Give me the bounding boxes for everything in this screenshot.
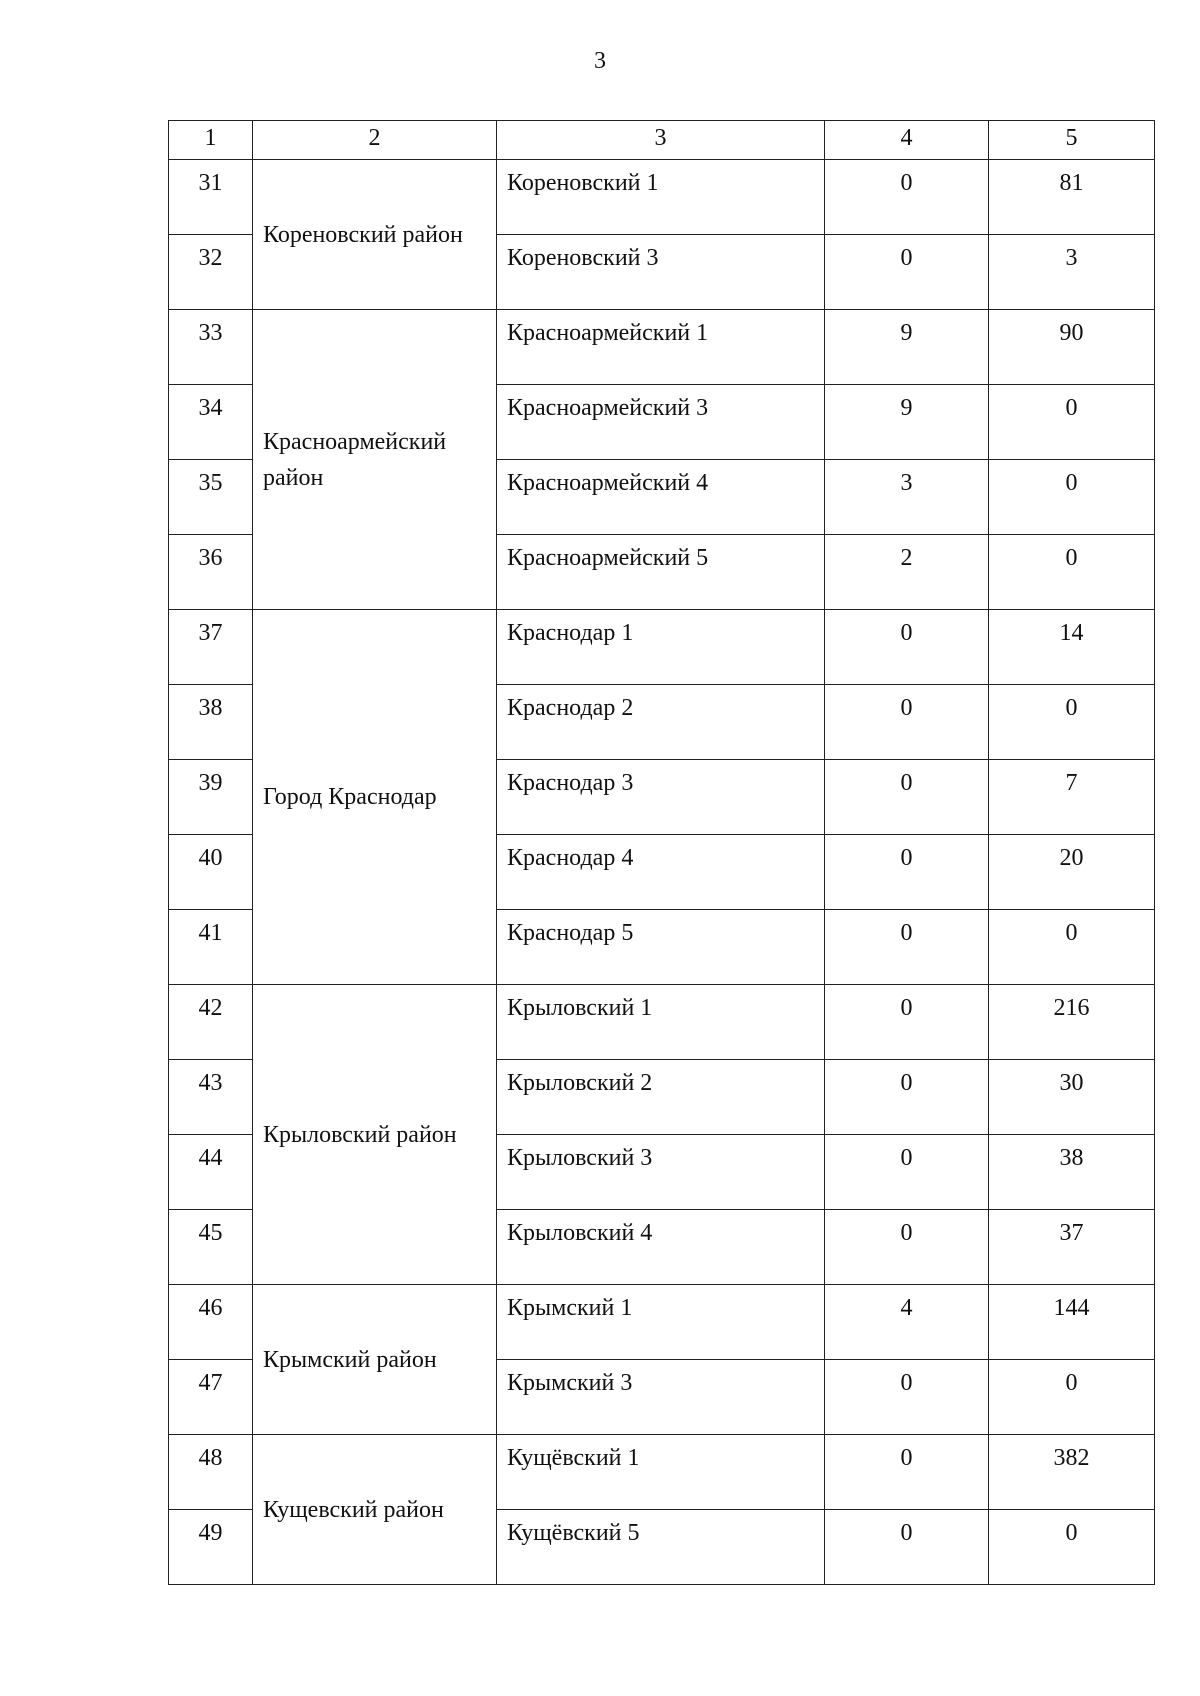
header-row	[169, 121, 1155, 160]
column-4-cell: 9	[825, 385, 989, 460]
row-number-cell: 41	[169, 910, 253, 985]
station-name-cell: Краснодар 5	[497, 910, 825, 985]
column-5-cell: 0	[989, 535, 1155, 610]
station-name-cell: Крыловский 2	[497, 1060, 825, 1135]
table-row	[169, 1285, 1155, 1360]
column-4-cell: 0	[825, 610, 989, 685]
station-name-cell: Крымский 1	[497, 1285, 825, 1360]
row-number-cell: 34	[169, 385, 253, 460]
column-4-cell: 2	[825, 535, 989, 610]
column-header-1: 1	[169, 121, 253, 160]
row-number-cell: 48	[169, 1435, 253, 1510]
district-cell: Кущевский район	[253, 1435, 497, 1585]
station-name-cell: Краснодар 3	[497, 760, 825, 835]
district-cell: Крымский район	[253, 1285, 497, 1435]
station-name-cell: Кореновский 1	[497, 160, 825, 235]
station-name-cell: Красноармейский 5	[497, 535, 825, 610]
column-4-cell: 0	[825, 1135, 989, 1210]
column-5-cell: 0	[989, 910, 1155, 985]
column-5-cell: 37	[989, 1210, 1155, 1285]
column-5-cell: 81	[989, 160, 1155, 235]
column-4-cell: 4	[825, 1285, 989, 1360]
column-5-cell: 7	[989, 760, 1155, 835]
column-5-cell: 3	[989, 235, 1155, 310]
table-row	[169, 610, 1155, 685]
column-4-cell: 0	[825, 1360, 989, 1435]
column-header-3: 3	[497, 121, 825, 160]
row-number-cell: 32	[169, 235, 253, 310]
column-4-cell: 0	[825, 1060, 989, 1135]
row-number-cell: 45	[169, 1210, 253, 1285]
row-number-cell: 46	[169, 1285, 253, 1360]
column-4-cell: 0	[825, 1435, 989, 1510]
station-name-cell: Крымский 3	[497, 1360, 825, 1435]
station-name-cell: Красноармейский 4	[497, 460, 825, 535]
column-4-cell: 0	[825, 835, 989, 910]
row-number-cell: 43	[169, 1060, 253, 1135]
table-row	[169, 1435, 1155, 1510]
column-5-cell: 90	[989, 310, 1155, 385]
station-name-cell: Краснодар 4	[497, 835, 825, 910]
table-row	[169, 310, 1155, 385]
row-number-cell: 47	[169, 1360, 253, 1435]
row-number-cell: 36	[169, 535, 253, 610]
column-4-cell: 0	[825, 910, 989, 985]
column-5-cell: 0	[989, 1510, 1155, 1585]
column-4-cell: 0	[825, 235, 989, 310]
table-row	[169, 160, 1155, 235]
data-table	[168, 120, 1155, 1585]
column-4-cell: 0	[825, 685, 989, 760]
column-5-cell: 0	[989, 385, 1155, 460]
district-cell: Красноармейский район	[253, 310, 497, 610]
column-5-cell: 30	[989, 1060, 1155, 1135]
district-cell: Город Краснодар	[253, 610, 497, 985]
row-number-cell: 40	[169, 835, 253, 910]
row-number-cell: 31	[169, 160, 253, 235]
column-5-cell: 382	[989, 1435, 1155, 1510]
column-header-4: 4	[825, 121, 989, 160]
row-number-cell: 37	[169, 610, 253, 685]
station-name-cell: Кущёвский 5	[497, 1510, 825, 1585]
column-5-cell: 0	[989, 1360, 1155, 1435]
station-name-cell: Крыловский 4	[497, 1210, 825, 1285]
station-name-cell: Кущёвский 1	[497, 1435, 825, 1510]
page-number: 3	[594, 48, 606, 74]
column-4-cell: 3	[825, 460, 989, 535]
table-row	[169, 985, 1155, 1060]
column-4-cell: 9	[825, 310, 989, 385]
row-number-cell: 49	[169, 1510, 253, 1585]
row-number-cell: 42	[169, 985, 253, 1060]
column-5-cell: 14	[989, 610, 1155, 685]
station-name-cell: Крыловский 3	[497, 1135, 825, 1210]
row-number-cell: 35	[169, 460, 253, 535]
column-5-cell: 216	[989, 985, 1155, 1060]
row-number-cell: 39	[169, 760, 253, 835]
column-5-cell: 0	[989, 460, 1155, 535]
station-name-cell: Крыловский 1	[497, 985, 825, 1060]
column-4-cell: 0	[825, 1510, 989, 1585]
station-name-cell: Краснодар 2	[497, 685, 825, 760]
table-body	[169, 160, 1155, 1585]
column-4-cell: 0	[825, 1210, 989, 1285]
station-name-cell: Красноармейский 1	[497, 310, 825, 385]
column-header-5: 5	[989, 121, 1155, 160]
column-4-cell: 0	[825, 760, 989, 835]
column-5-cell: 144	[989, 1285, 1155, 1360]
column-header-2: 2	[253, 121, 497, 160]
column-5-cell: 38	[989, 1135, 1155, 1210]
column-5-cell: 0	[989, 685, 1155, 760]
station-name-cell: Кореновский 3	[497, 235, 825, 310]
column-4-cell: 0	[825, 160, 989, 235]
row-number-cell: 44	[169, 1135, 253, 1210]
district-cell: Кореновский район	[253, 160, 497, 310]
row-number-cell: 33	[169, 310, 253, 385]
row-number-cell: 38	[169, 685, 253, 760]
district-cell: Крыловский район	[253, 985, 497, 1285]
column-4-cell: 0	[825, 985, 989, 1060]
station-name-cell: Краснодар 1	[497, 610, 825, 685]
column-5-cell: 20	[989, 835, 1155, 910]
station-name-cell: Красноармейский 3	[497, 385, 825, 460]
